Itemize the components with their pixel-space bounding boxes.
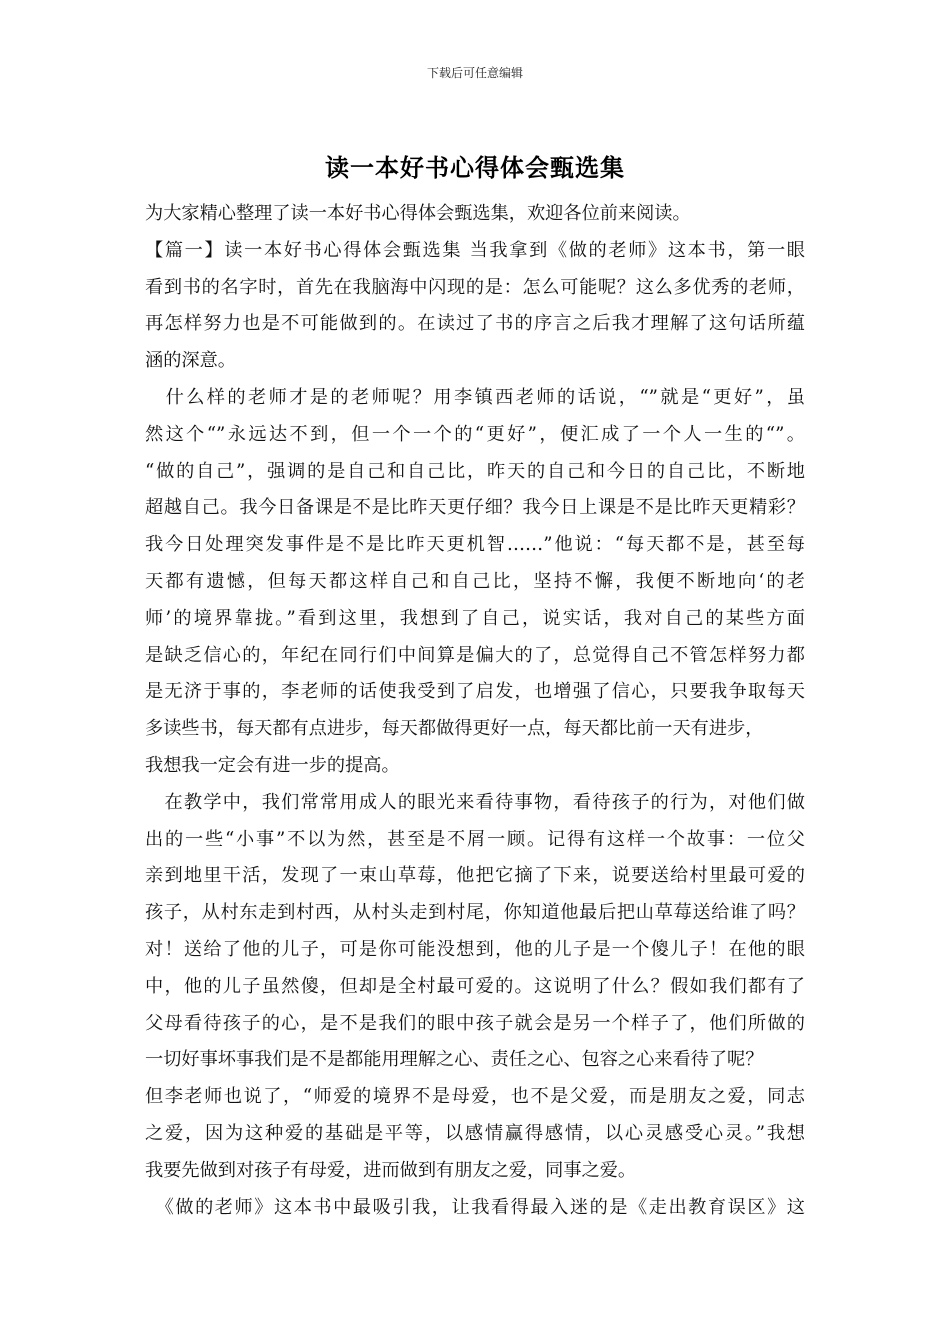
- text-line: 对！送给了他的儿子，可是你可能没想到，他的儿子是一个傻儿子！在他的眼: [145, 938, 805, 960]
- text-line: 是无济于事的，李老师的话使我受到了启发，也增强了信心，只要我争取每天: [145, 681, 805, 703]
- document-body: [145, 196, 805, 1226]
- text-line: 但李老师也说了，“师爱的境界不是母爱，也不是父爱，而是朋友之爱，同志: [145, 1086, 805, 1108]
- text-line: 为大家精心整理了读一本好书心得体会甄选集，欢迎各位前来阅读。: [145, 203, 691, 224]
- text-line: 孩子，从村东走到村西，从村头走到村尾，你知道他最后把山草莓送给谁了吗？: [145, 902, 805, 924]
- text-line: 《做的老师》这本书中最吸引我，让我看得最入迷的是《走出教育误区》这: [145, 1196, 805, 1218]
- text-line: 看到书的名字时，首先在我脑海中闪现的是：怎么可能呢？这么多优秀的老师，: [145, 276, 805, 298]
- text-line: 亲到地里干活，发现了一束山草莓，他把它摘了下来，说要送给村里最可爱的: [145, 865, 805, 887]
- text-line: 父母看待孩子的心，是不是我们的眼中孩子就会是另一个样子了，他们所做的: [145, 1012, 805, 1034]
- text-line: 涵的深意。: [145, 350, 236, 372]
- text-line: 是缺乏信心的，年纪在同行们中间算是偏大的了，总觉得自己不管怎样努力都: [145, 644, 805, 666]
- text-line: 之爱，因为这种爱的基础是平等，以感情赢得感情，以心灵感受心灵。”我想: [145, 1122, 805, 1144]
- text-line: 我今日处理突发事件是不是比昨天更机智……”他说：“每天都不是，甚至每: [145, 534, 805, 556]
- text-line: 师’的境界靠拢。”看到这里，我想到了自己，说实话，我对自己的某些方面: [145, 607, 805, 629]
- text-line: 我要先做到对孩子有母爱，进而做到有朋友之爱，同事之爱。: [145, 1159, 637, 1181]
- text-line: 出的一些“小事”不以为然，甚至是不屑一顾。记得有这样一个故事：一位父: [145, 828, 805, 850]
- text-line: 天都有遗憾，但每天都这样自己和自己比，坚持不懈，我便不断地向‘的老: [145, 570, 805, 592]
- text-line: 然这个“”永远达不到，但一个一个的“更好”，便汇成了一个人一生的“”。: [145, 423, 805, 445]
- text-line: 中，他的儿子虽然傻，但却是全村最可爱的。这说明了什么？假如我们都有了: [145, 975, 805, 997]
- page-header: 下载后可任意编辑: [426, 66, 523, 80]
- text-line: 再怎样努力也是不可能做到的。在读过了书的序言之后我才理解了这句话所蕴: [145, 313, 805, 335]
- text-line: 多读些书，每天都有点进步，每天都做得更好一点，每天都比前一天有进步，: [145, 718, 764, 740]
- text-line: 在教学中，我们常常用成人的眼光来看待事物，看待孩子的行为，对他们做: [145, 791, 805, 813]
- text-line: 【篇一】读一本好书心得体会甄选集 当我拿到《做的老师》这本书，第一眼: [145, 239, 805, 261]
- text-line: “做的自己”，强调的是自己和自己比，昨天的自己和今日的自己比，不断地: [145, 460, 805, 482]
- text-line: 我想我一定会有进一步的提高。: [145, 754, 400, 776]
- text-line: 一切好事坏事我们是不是都能用理解之心、责任之心、包容之心来看待了呢？: [145, 1049, 764, 1071]
- document-title: 读一本好书心得体会甄选集: [325, 154, 625, 182]
- text-line: 超越自己。我今日备课是不是比昨天更仔细？我今日上课是不是比昨天更精彩？: [145, 497, 805, 519]
- text-line: 什么样的老师才是的老师呢？用李镇西老师的话说，“”就是“更好”，虽: [145, 386, 805, 408]
